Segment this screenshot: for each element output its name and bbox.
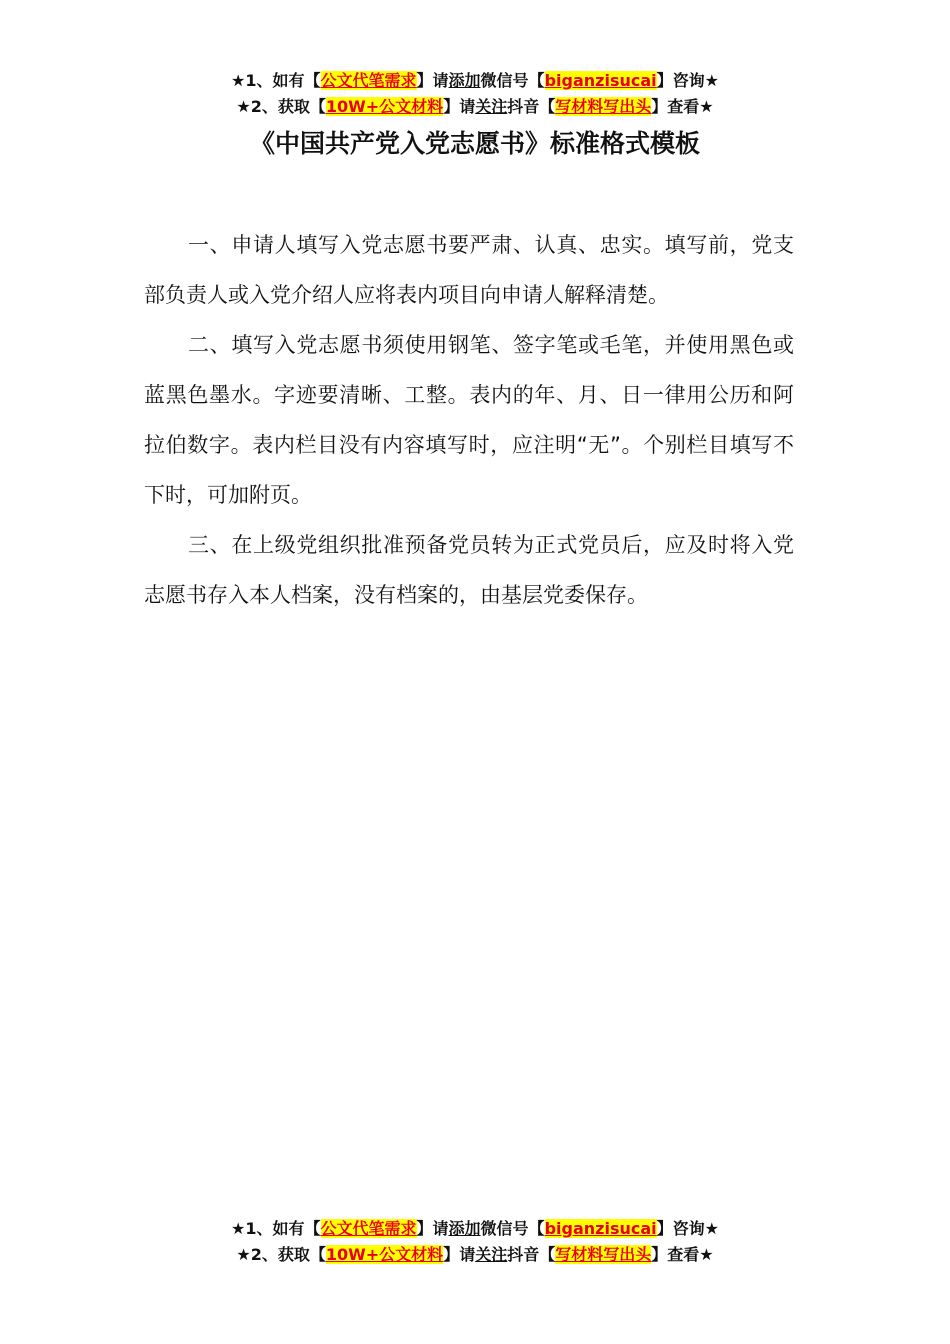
banner-emphasis: 关注 — [475, 1245, 508, 1264]
banner-highlight-wechat-id: biganzisucai — [544, 71, 657, 90]
banner-highlight-materials: 10W+公文材料 — [325, 97, 444, 116]
footer-banner-line-1 — [0, 1216, 950, 1242]
header-banner-line-1 — [0, 68, 950, 94]
banner-text: 】查看★ — [651, 1245, 714, 1264]
document-title: 《中国共产党入党志愿书》标准格式模板 — [249, 129, 700, 158]
banner-highlight-douyin-account: 写材料写出头 — [555, 1245, 652, 1264]
banner-highlight-service: 公文代笔需求 — [320, 1219, 417, 1238]
banner-text: 微信号【 — [480, 1219, 545, 1238]
banner-text: 】请 — [416, 1219, 449, 1238]
banner-emphasis: 关注 — [475, 97, 508, 116]
banner-highlight-douyin-account: 写材料写出头 — [555, 97, 652, 116]
header-banner — [0, 68, 950, 120]
banner-emphasis: 添加 — [448, 71, 481, 90]
banner-text: 】查看★ — [651, 97, 714, 116]
footer-banner-line-2 — [0, 1242, 950, 1268]
banner-text: 】咨询★ — [656, 1219, 719, 1238]
banner-highlight-materials: 10W+公文材料 — [325, 1245, 444, 1264]
banner-text: 】请 — [443, 97, 476, 116]
header-banner-line-2 — [0, 94, 950, 120]
footer-banner — [0, 1216, 950, 1268]
banner-highlight-wechat-id: biganzisucai — [544, 1219, 657, 1238]
banner-text: ★1、如有【 — [231, 71, 321, 90]
banner-text: ★1、如有【 — [231, 1219, 321, 1238]
banner-text: ★2、获取【 — [236, 1245, 326, 1264]
banner-highlight-service: 公文代笔需求 — [320, 71, 417, 90]
banner-text: 微信号【 — [480, 71, 545, 90]
paragraph-2: 二、填写入党志愿书须使用钢笔、签字笔或毛笔，并使用黑色或蓝黑色墨水。字迹要清晰、工整。表内的年、月、日一律用公历和阿拉伯数字。表内栏目没有内容填写时，应注明“无”。个别栏目填写不下时，可加附页。 — [144, 333, 794, 507]
banner-text: 】请 — [416, 71, 449, 90]
document-body — [144, 220, 794, 620]
banner-text: ★2、获取【 — [236, 97, 326, 116]
banner-text: 抖音【 — [507, 97, 556, 116]
banner-text: 】咨询★ — [656, 71, 719, 90]
banner-text: 抖音【 — [507, 1245, 556, 1264]
paragraph-1: 一、申请人填写入党志愿书要严肃、认真、忠实。填写前，党支部负责人或入党介绍人应将表内项目向申请人解释清楚。 — [144, 233, 794, 307]
paragraph-3: 三、在上级党组织批准预备党员转为正式党员后，应及时将入党志愿书存入本人档案，没有档案的，由基层党委保存。 — [144, 533, 794, 607]
banner-text: 】请 — [443, 1245, 476, 1264]
banner-emphasis: 添加 — [448, 1219, 481, 1238]
